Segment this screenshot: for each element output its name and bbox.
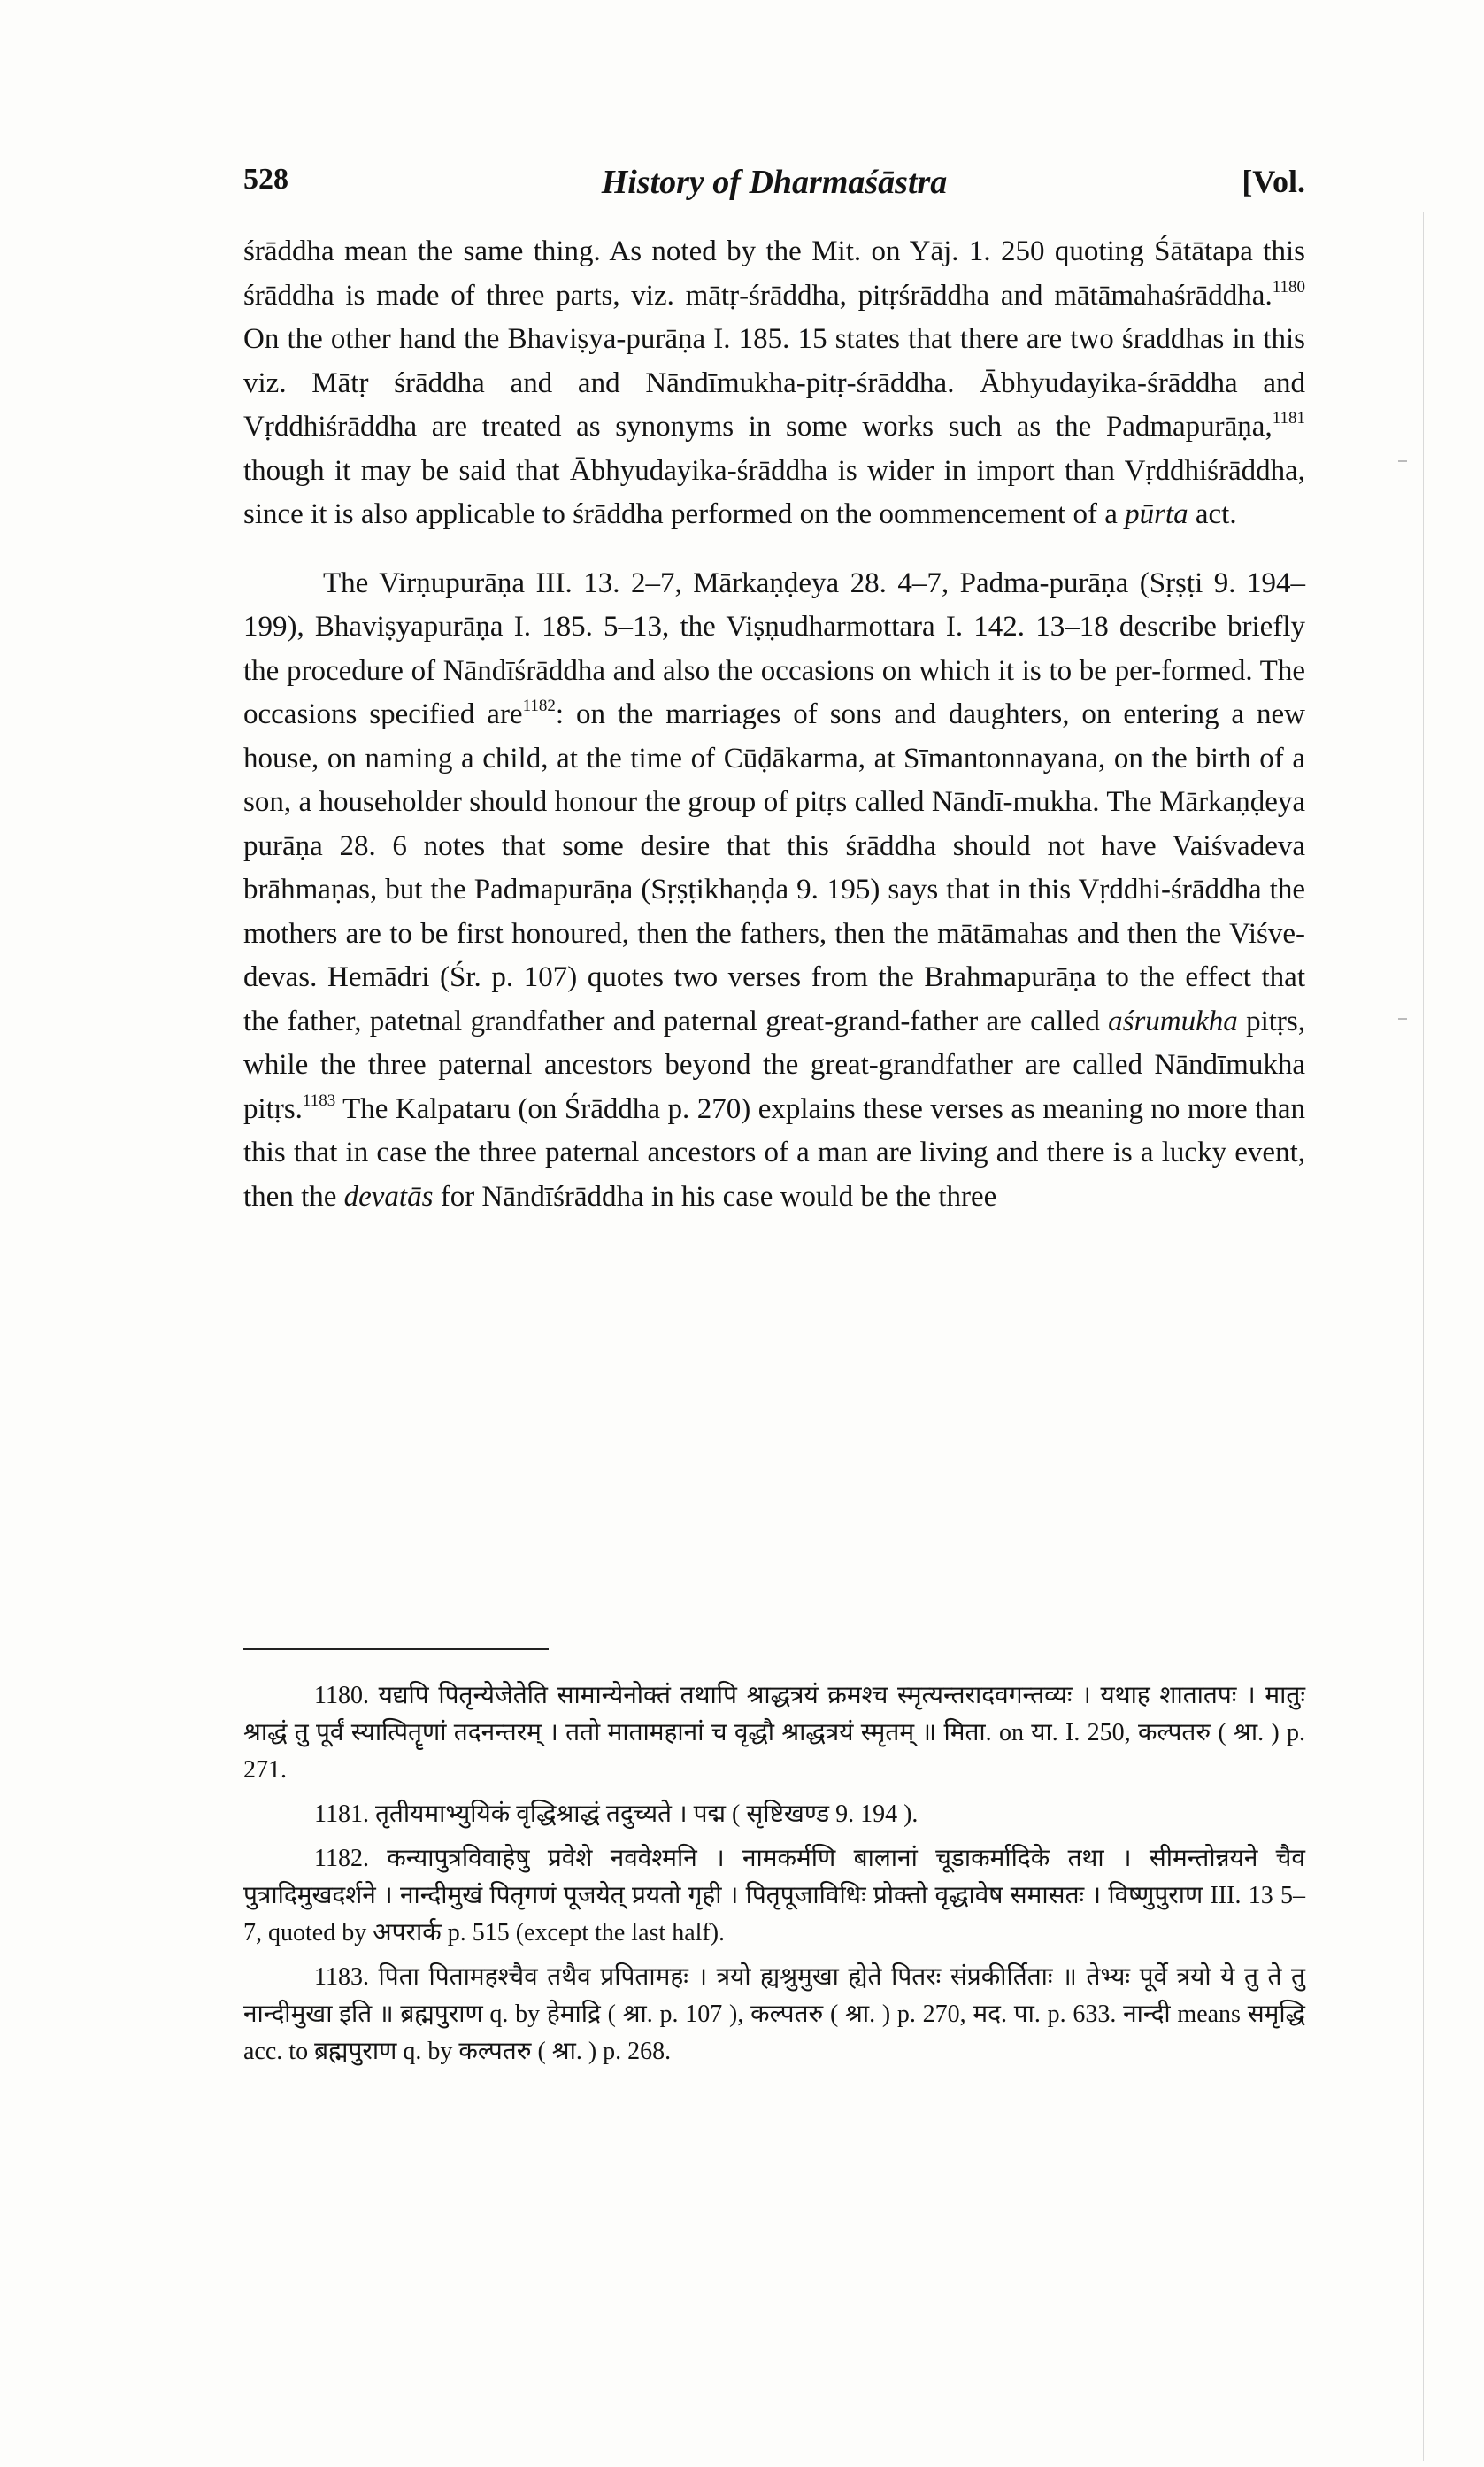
text-run: though it may be said that Ābhyudayika-śrāddha is wider in import than Vṛddhiśrāddha, since it is also applicable to śrāddha performed on the oommencement of a xyxy=(243,454,1305,530)
text-run: The Kalpataru (on Śrāddha p. 270) explains these verses as meaning no more than this that in case the three paternal ancestors of a man are living and there is a lucky event, then the xyxy=(243,1092,1305,1213)
italic-term: aśrumukha xyxy=(1108,1005,1238,1037)
italic-term: devatās xyxy=(343,1180,434,1213)
footnote-text: पिता पितामहश्चैव तथैव प्रपितामहः । त्रयो ह्यश्रुमुखा ह्येते पितरः संप्रकीर्तिताः ॥ तेभ्यः पूर्वे त्रयो ये तु ते तु नान्दीमुखा इति ॥ ब्रह्मपुराण q. by हेमाद्रि ( श्रा. p. 107 ), कल्पतरु ( श्रा. ) p. 270, मद. पा. p. 633. नान्दी means समृद्धि acc. to ब्रह्मपुराण q. by कल्पतरु ( श्रा. ) p. 268. xyxy=(243,1963,1306,2065)
footnote-1182 xyxy=(243,1840,1305,1952)
text-run: The Virṇupurāṇa III. 13. 2–7, Mārkaṇḍeya 28. 4–7, Padma-purāṇa (Sṛṣṭi 9. 194–199), Bhaviṣyapurāṇa I. 185. 5–13, the Viṣṇudharmottara I. 142. 13–18 describe briefly the procedure of Nāndīśrāddha and also the occasions on which it is to be per-formed. The occasions specified are xyxy=(243,567,1305,730)
footnotes xyxy=(243,1677,1305,2078)
footnote-1180 xyxy=(243,1677,1305,1789)
footnote-1181 xyxy=(243,1796,1305,1833)
page-edge-line xyxy=(1423,212,1424,2461)
running-title: History of Dharmaśāstra xyxy=(601,164,948,201)
margin-mark xyxy=(1398,1018,1407,1020)
footnote-number: 1181. xyxy=(314,1800,369,1828)
footnote-ref-1180: 1180 xyxy=(1272,277,1305,297)
text-run: : on the marriages of sons and daughters, on entering a new house, on naming a child, at the time of Cūḍākarma, at Sīmantonnayana, on the birth of a son, a householder should honour the group of pitṛs called Nāndī-mukha. The Mārkaṇḍeya purāṇa 28. 6 notes that some desire that this śrāddha should not have Vaiśvadeva brāhmaṇas, but the Padmapurāṇa (Sṛṣṭikhaṇḍa 9. 195) says that in this Vṛddhi-śrāddha the mothers are to be first honoured, then the fathers, then the mātāmahas and then the Viśve-devas. Hemādri (Śr. p. 107) quotes two verses from the Brahmapurāṇa to the effect that the father, patetnal grandfather and paternal great-grand-father are called xyxy=(243,698,1306,1037)
margin-mark xyxy=(1398,460,1407,462)
text-run: śrāddha mean the same thing. As noted by the Mit. on Yāj. 1. 250 quoting Śātātapa this śrāddha is made of three parts, viz. mātṛ-śrāddha, pitṛśrāddha and mātāmahaśrāddha. xyxy=(243,235,1305,312)
footnote-separator xyxy=(243,1648,549,1650)
italic-term: pūrta xyxy=(1125,498,1188,530)
footnote-text: तृतीयमाभ्युयिकं वृद्धिश्राद्धं तदुच्यते । पद्म ( सृष्टिखण्ड 9. 194 ). xyxy=(374,1800,919,1828)
footnote-text: यद्यपि पितृन्येजेतेति सामान्येनोक्तं तथापि श्राद्धत्रयं क्रमश्च स्मृत्यन्तरादवगन्तव्यः । यथाह शातातपः । मातुः श्राद्धं तु पूर्वं स्यात्पितॄणां तदनन्तरम् । ततो मातामहानां च वृद्धौ श्राद्धत्रयं स्मृतम् ॥ मिता. on या. I. 250, कल्पतरु ( श्रा. ) p. 271. xyxy=(243,1682,1305,1784)
volume-label: [Vol. xyxy=(1242,164,1305,199)
text-run: for Nāndīśrāddha in his case would be the three xyxy=(433,1180,997,1213)
paragraph-1 xyxy=(243,230,1305,537)
footnote-text: कन्यापुत्रविवाहेषु प्रवेशे नववेश्मनि । नामकर्मणि बालानां चूडाकर्मादिके तथा । सीमन्तोन्नयने चैव पुत्रादिमुखदर्शने । नान्दीमुखं पितृगणं पूजयेत् प्रयतो गृही । पितृपूजाविधिः प्रोक्तो वृद्धावेष समासतः । विष्णुपुराण III. 13 5–7, quoted by अपरार्क p. 515 (except the last half). xyxy=(243,1845,1306,1947)
footnote-number: 1183. xyxy=(314,1963,369,1991)
text-run: act. xyxy=(1188,498,1237,530)
footnote-number: 1182. xyxy=(314,1845,369,1872)
running-header xyxy=(243,158,1305,211)
footnote-ref-1181: 1181 xyxy=(1272,409,1305,428)
paragraph-2 xyxy=(243,562,1305,1220)
footnote-ref-1183: 1183 xyxy=(302,1091,336,1110)
page-number: 528 xyxy=(243,163,288,196)
text-run: On the other hand the Bhaviṣya-purāṇa I. 185. 15 states that there are two śraddhas in this viz. Mātṛ śrāddha and and Nāndīmukha-pitṛ-śrāddha. Ābhyudayika-śrāddha and Vṛddhiśrāddha are treated as synonyms in some works such as the Padmapurāṇa, xyxy=(243,323,1305,443)
footnote-1183 xyxy=(243,1959,1305,2070)
text-run: pitṛs, while the three paternal ancestors beyond the great-grandfather are called Nāndīmukha pitṛs. xyxy=(243,1005,1305,1125)
footnote-number: 1180. xyxy=(314,1682,369,1709)
footnote-ref-1182: 1182 xyxy=(522,697,556,715)
main-text xyxy=(243,230,1305,1219)
